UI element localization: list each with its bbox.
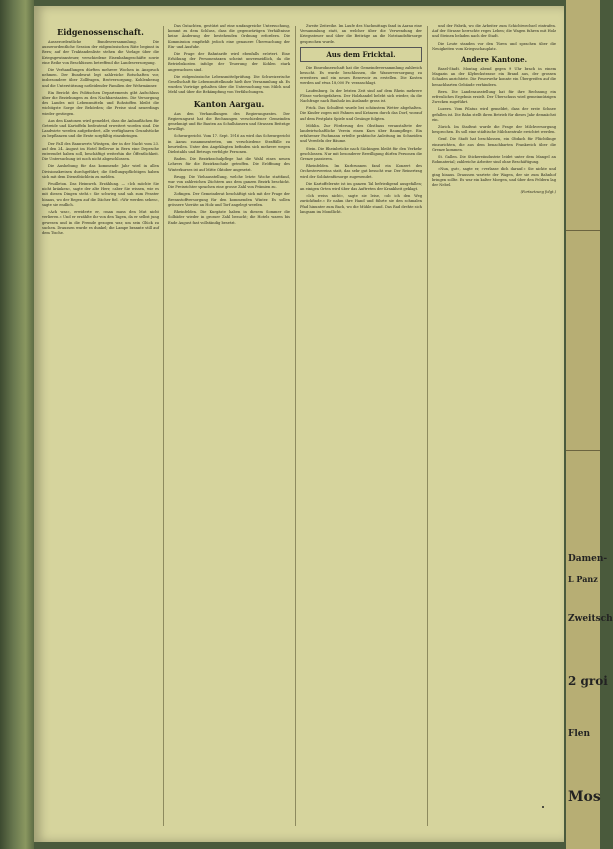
strip-ad-text: 2 groi xyxy=(568,674,608,688)
strip-ad-text: Mos xyxy=(568,789,601,805)
book-spine-edge xyxy=(0,0,34,849)
paragraph: Zweite Zeitreihe. Im Laufe des Nachmittags fand in Aarau eine Versammlung statt, an welcher über die Verwendung der Kriegssteuer und über die Beiträge an die Notstandsfürsorge gesprochen wurde. xyxy=(300,24,422,44)
ink-dot xyxy=(542,806,544,808)
adjacent-page-strip xyxy=(566,0,613,849)
paragraph: Bern. Die Landesausstellung hat für ihre Rechnung ein erfreuliches Ergebnis erzielt. Der Überschuss wird gemeinnützigen Zwecken zugeführt. xyxy=(432,89,556,105)
paragraph: Luzern. Vom Pilatus wird gemeldet, dass der erste Schnee gefallen ist. Die Bahn stellt ihren Betrieb für dieses Jahr demnächst ein. xyxy=(432,107,556,122)
paragraph: Baden. Die Bezirksschulpflege hat die Wahl eines neuen Lehrers für die Bezirksschule getroffen. Die Eröffnung des Winterkurses ist auf Mitte Oktober angesetzt. xyxy=(168,157,290,172)
strip-ad-text: Damen- xyxy=(568,554,608,564)
paragraph: Die Kartoffelernte ist im ganzen Tal befriedigend ausgefallen; an einigen Orten wird über das Auftreten der Krankheit geklagt. xyxy=(300,181,422,192)
column-rule xyxy=(427,26,428,826)
strip-ad-text: Flen xyxy=(568,729,591,739)
column-2 xyxy=(168,24,290,834)
column-1 xyxy=(42,24,159,834)
paragraph: Zürich. Im Stadtrat wurde die Frage der Milchversorgung besprochen. Es soll eine städtische Milchzentrale errichtet werden. xyxy=(432,125,556,135)
paragraph: und der Fabrik, wo die Arbeiter zum Schichtwechsel eintrafen. Auf der Strasse herrschte reges Leben; die Wagen fuhren mit Holz und Steinen beladen nach der Stadt. xyxy=(432,24,556,39)
paragraph: Rheinfelden. Die Kurgäste haben in diesem Sommer die Solbäder wieder in grosser Zahl besucht; die Hotels waren bis Ende August fast vollständig besetzt. xyxy=(168,210,290,225)
paragraph: Möhlin. Zur Förderung des Obstbaus veranstaltete der landwirtschaftliche Verein einen Kurs über Baumpflege. Ein erfahrener Fachmann erteilte praktische Anleitung im Schneiden und Veredeln der Bäume. xyxy=(300,123,422,144)
strip-ad-text: L Panz xyxy=(568,574,598,584)
paragraph: Die Verhandlungen dürften mehrere Wochen in Anspruch nehmen. Der Bundesrat legt zahlreiche Botschaften vor, insbesondere über Zollfragen, Brotversorgung, Kohlenbezug und die Unterstützung notleidender Familien der Wehrmänner. xyxy=(42,68,159,88)
paragraph: Die Einwohnerschaft hat die Gemeindeversammlung zahlreich besucht. Es wurde beschlossen, die Wasserversorgung zu erweitern und ein neues Reservoir zu erstellen. Die Kosten werden auf etwa 18,000 Fr. veranschlagt. xyxy=(300,65,422,86)
column-3-heading: Aus dem Fricktal. xyxy=(326,49,396,59)
strip-rule xyxy=(566,230,600,231)
paragraph: Aus den Verhandlungen des Regierungsrates. Der Regierungsrat hat die Rechnungen verschiedener Gemeinden genehmigt und für Bauten an Schulhäusern und Strassen Beiträge bewilligt. xyxy=(168,111,290,132)
column-2-heading: Kanton Aargau. xyxy=(193,98,265,109)
paragraph: Genf. Die Stadt hat beschlossen, ein Obdach für Flüchtlinge einzurichten, die aus dem benachbarten Frankreich über die Grenze kommen. xyxy=(432,137,556,152)
column-rule xyxy=(295,26,296,826)
paragraph: Zofingen. Der Gemeinderat beschäftigt sich mit der Frage der Brennstoffversorgung für den kommenden Winter. Es sollen grössere Vorräte an Holz und Torf angelegt werden. xyxy=(168,192,290,207)
paragraph: Ein Bericht des Politischen Departements gibt Aufschluss über die Beziehungen zu den Nachbarstaaten. Die Versorgung des Landes mit Lebensmitteln und Rohstoffen bleibt die wichtigste Sorge der Behörden; die Preise sind neuerdings wieder gestiegen. xyxy=(42,90,159,116)
paragraph: Laufenburg. In der letzten Zeit sind auf dem Rhein mehrere Flösse vorbeigefahren. Der Holzhandel belebt sich wieder, da die Nachfrage nach Bauholz im Auslande gross ist. xyxy=(300,88,422,104)
paragraph: Feuilleton. Das Heimweh. Erzählung. — »Ich möchte Sie nicht kränken«, sagte der alte Herr, »aber Sie wissen, wie es mit diesen Dingen steht.« Sie schwieg und sah zum Fenster hinaus, wo der Regen auf die Dächer fiel. »Wir werden sehen«, sagte sie endlich. xyxy=(42,182,159,207)
paragraph: Basel-Stadt. Montag abend gegen 9 Uhr brach in einem Magazin an der Klybeckstrasse ein Brand aus, der grossen Schaden anrichtete. Die Feuerwehr konnte ein Übergreifen auf die benachbarten Gebäude verhindern. xyxy=(432,67,556,87)
paragraph: Die Aushebung für das kommende Jahr wird in allen Divisionskreisen durchgeführt; die Stellungspflichtigen haben sich mit dem Dienstbüchlein zu melden. xyxy=(42,164,159,179)
paragraph: »Nun, gut«, sagte er, »verlasse dich darauf.« Sie nickte und ging hinaus. Draussen wartete der Wagen, der sie zum Bahnhof bringen sollte. Es war ein kalter Morgen, und über den Feldern lag der Nebel. xyxy=(432,167,556,188)
paragraph: Rheinfelden. Im Kurbrunnen fand ein Konzert des Orchestervereins statt, das sehr gut besucht war. Der Reinertrag wird der Soldatenfürsorge zugewendet. xyxy=(300,164,422,179)
paragraph: Aus den Kantonen wird gemeldet, dass die Anbauflächen für Getreide und Kartoffeln bedeutend erweitert worden sind. Die Landwirte werden aufgefordert, alle verfügbaren Grundstücke zu bepflanzen und die Ernte sorgfältig einzubringen. xyxy=(42,118,159,139)
column-rule xyxy=(163,26,164,826)
paragraph: Die Frage der Bahntarife wird ebenfalls erörtert. Eine Erhöhung der Personentaxen scheint unvermeidlich, da die Betriebskosten infolge der Teuerung der Kohlen stark angewachsen sind. xyxy=(168,52,290,72)
paragraph: Schwurgericht. Vom 17. Sept. 1916 an wird das Schwurgericht in Aarau zusammentreten, um verschiedene Straffälle zu beurteilen. Unter den Angeklagten befinden sich mehrere wegen Diebstahls und Betrugs verfolgte Personen. xyxy=(168,134,290,155)
paragraph: »Ich weiss nicht«, sagte sie leise, »ob ich den Weg zurückfinde.« Er nahm ihre Hand und führte sie den schmalen Pfad hinunter zum Bach, wo die Mühle stand. Das Rad drehte sich langsam im Mondlicht. xyxy=(300,194,422,214)
continued-note: (Fortsetzung folgt.) xyxy=(520,190,556,195)
paragraph: Die eidgenössische Lebensmittelprüfung. Die Schweizerische Gesellschaft für Lebensmittelkunde hielt ihre Versammlung ab. Es wurden Vorträge gehalten über die Untersuchung von Milch und Mehl und über die Bekämpfung von Verfälschungen. xyxy=(168,74,290,95)
strip-rule xyxy=(566,450,600,451)
column-3 xyxy=(300,24,422,834)
paragraph: St. Gallen. Die Stickereiindustrie leidet unter dem Mangel an Rohmaterial; zahlreiche Arbeiter sind ohne Beschäftigung. xyxy=(432,155,556,165)
newspaper-page xyxy=(34,6,564,842)
paragraph: »Ach was«, erwiderte er, »man muss den Mut nicht verlieren.« Und er erzählte ihr von den Tagen, da er selbst jung gewesen und in die Fremde gezogen war, um sein Glück zu suchen. Draussen wurde es dunkel; die Lampe brannte still auf dem Tische. xyxy=(42,210,159,235)
column-4-heading: Andere Kantone. xyxy=(460,55,528,65)
paragraph: Das Gutachten, gestützt auf eine umfangreiche Untersuchung, kommt zu dem Schluss, dass die gegenwärtigen Verhältnisse keine Änderung der bestehenden Ordnung erfordern. Die Kommission empfiehlt jedoch eine genauere Überwachung der Ein- und Ausfuhr. xyxy=(168,24,290,49)
paragraph: Stein. Die Rheinbrücke nach Säckingen bleibt für den Verkehr geschlossen. Nur mit besonderer Bewilligung dürfen Personen die Grenze passieren. xyxy=(300,146,422,162)
paragraph: Frick. Das Schulfest wurde bei schönstem Wetter abgehalten. Die Kinder zogen mit Fahnen und Kränzen durch das Dorf, worauf auf dem Festplatz Spiele und Gesänge folgten. xyxy=(300,106,422,121)
paragraph: Der Fall des Bannwerts Wüstgen, der in der Nacht vom 23. auf den 24. August im Hotel Bellevue in Bern eine Depesche entwendet haben soll, beschäftigt weiterhin die Öffentlichkeit. Die Untersuchung ist noch nicht abgeschlossen. xyxy=(42,141,159,162)
paragraph: Ausserordentliche Bundesversammlung. Die ausserordentliche Session der eidgenössischen Räte beginnt in Bern; auf der Traktandenliste stehen die Vorlage über die Kriegsgewinnsteuer, verschiedene Eisenbahngeschäfte sowie eine Reihe von Beschlüssen betreffend die Landesversorgung. xyxy=(42,40,159,65)
paragraph: Brugg. Die Viehausstellung, welche letzte Woche stattfand, war von zahlreichen Züchtern aus dem ganzen Bezirk beschickt. Die Preisrichter sprachen eine grosse Zahl von Prämien zu. xyxy=(168,174,290,190)
section-heading-box xyxy=(300,47,422,62)
paragraph: Die Leute standen vor den Türen und sprachen über die Neuigkeiten vom Kriegsschauplatz. xyxy=(432,41,556,51)
column-1-heading: Eidgenossenschaft. xyxy=(57,27,144,37)
strip-ad-text: Zweitsch xyxy=(568,614,613,624)
column-4 xyxy=(432,24,556,834)
